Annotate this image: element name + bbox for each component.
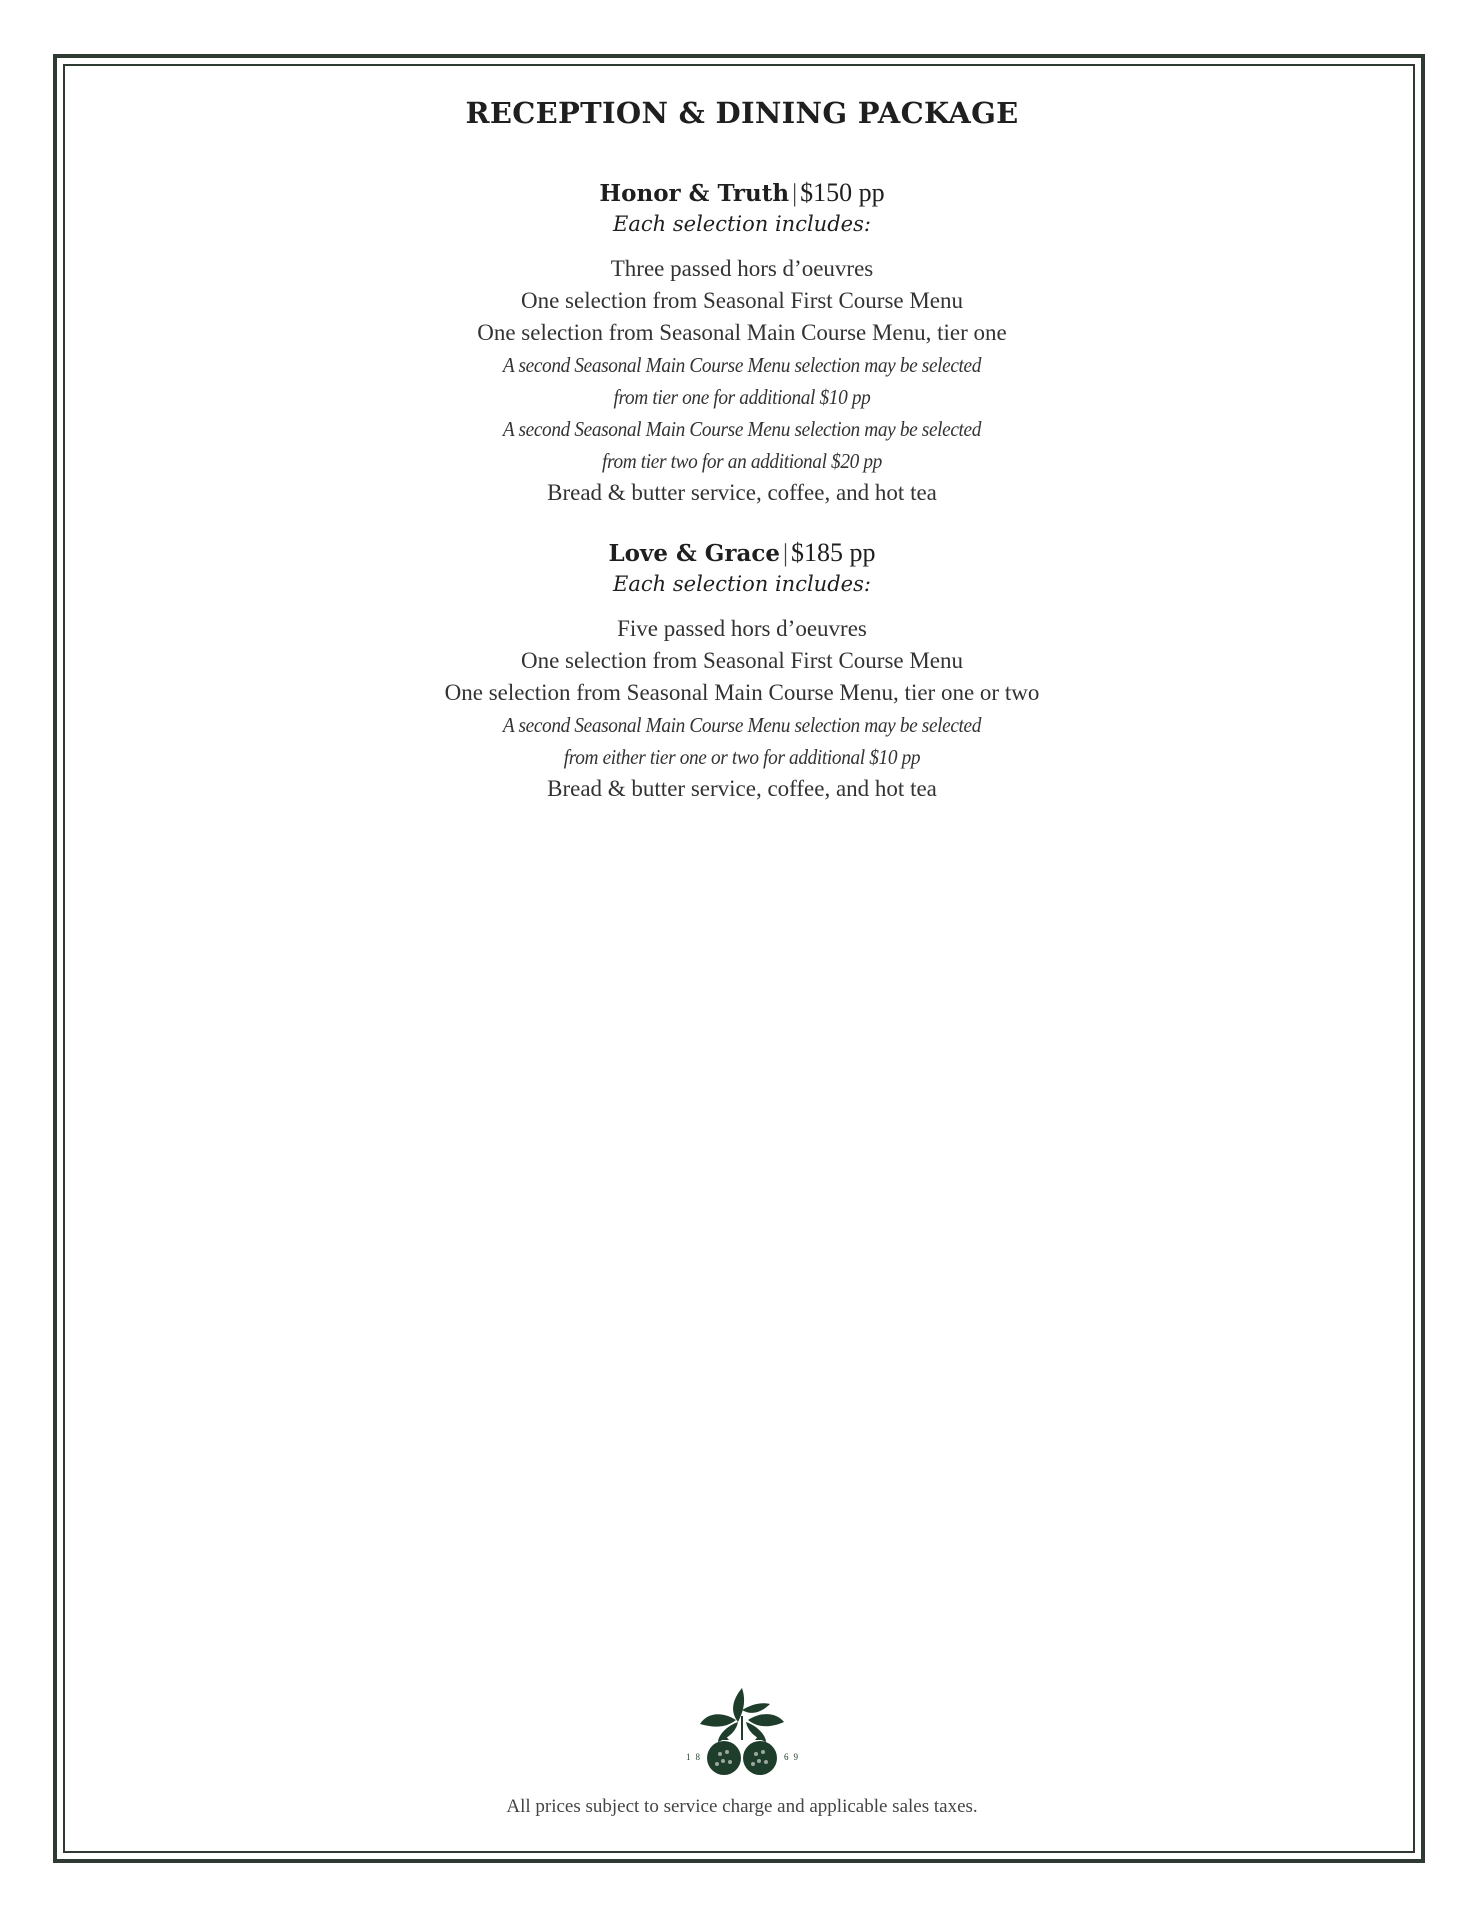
footer-disclaimer: All prices subject to service charge and applicable sales taxes. <box>506 1796 978 1817</box>
package-note-line: from tier one for additional $10 pp <box>613 385 871 409</box>
package-note-line: from tier two for an additional $20 pp <box>602 449 882 473</box>
package-heading <box>0 178 1484 209</box>
package-item-line: One selection from Seasonal Main Course Menu, tier one <box>477 320 1007 345</box>
package-item-line: One selection from Seasonal First Course Menu <box>520 288 964 313</box>
package-note-line: A second Seasonal Main Course Menu selection may be selected <box>502 417 982 441</box>
package-honor-truth <box>0 178 1484 509</box>
package-love-grace <box>0 538 1484 805</box>
pomegranate-branch-emblem-icon <box>672 1680 812 1790</box>
heading-separator: | <box>792 180 798 207</box>
package-heading <box>0 538 1484 569</box>
package-price: $150 pp <box>800 178 885 207</box>
package-note-line: A second Seasonal Main Course Menu selection may be selected <box>502 713 982 737</box>
package-price: $185 pp <box>791 538 876 567</box>
package-item-line: One selection from Seasonal Main Course Menu, tier one or two <box>444 680 1040 705</box>
page-title: RECEPTION & DINING PACKAGE <box>465 96 1019 130</box>
package-name: Love & Grace <box>608 540 781 567</box>
package-item-line: Three passed hors d’oeuvres <box>610 256 874 281</box>
package-subtitle: Each selection includes: <box>613 572 871 596</box>
package-item-line: One selection from Seasonal First Course Menu <box>520 648 964 673</box>
package-item-line: Bread & butter service, coffee, and hot tea <box>547 776 937 801</box>
package-item-line: Five passed hors d’oeuvres <box>617 616 867 641</box>
logo-year-right: 69 <box>784 1752 803 1762</box>
logo-year-left: 18 <box>686 1752 705 1762</box>
package-subtitle: Each selection includes: <box>613 212 871 236</box>
package-name: Honor & Truth <box>599 180 790 207</box>
package-note-line: from either tier one or two for additional $10 pp <box>563 745 921 769</box>
package-item-line: Bread & butter service, coffee, and hot tea <box>547 480 937 505</box>
package-items <box>0 253 1484 509</box>
package-items <box>0 613 1484 805</box>
package-note-line: A second Seasonal Main Course Menu selection may be selected <box>502 353 982 377</box>
heading-separator: | <box>783 540 789 567</box>
